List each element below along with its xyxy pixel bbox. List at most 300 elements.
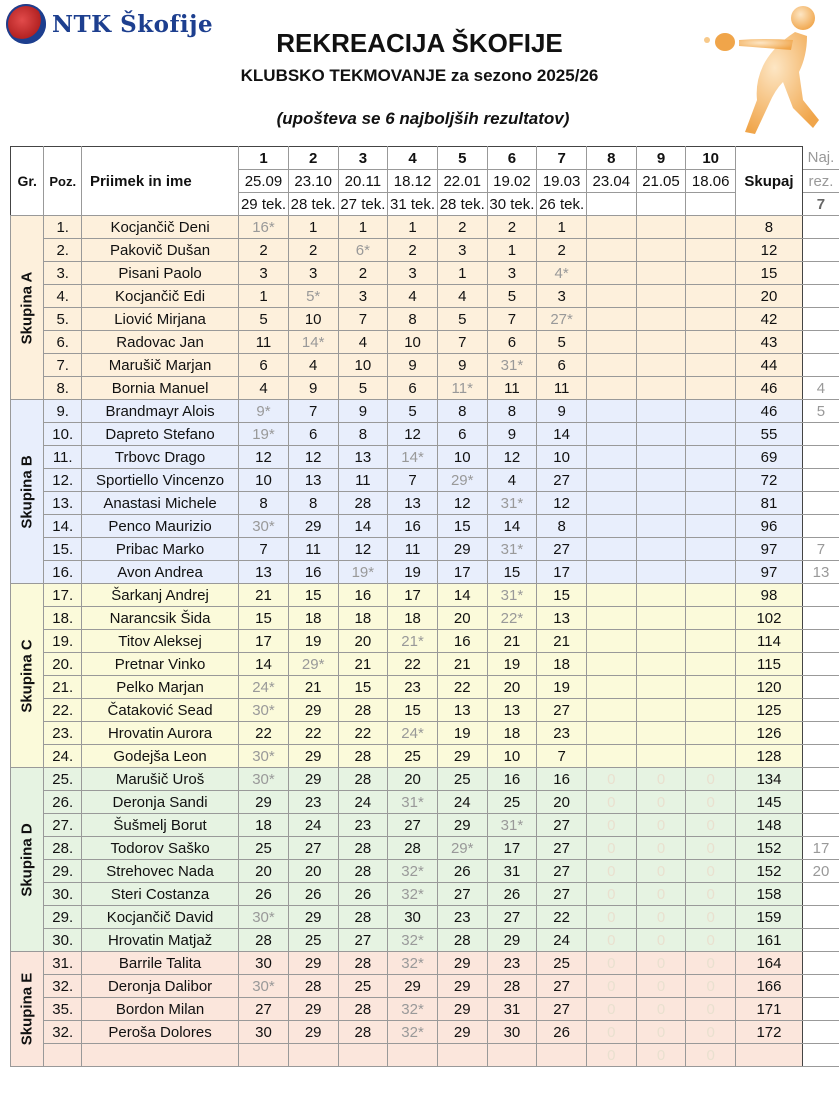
round-result: 6 [537,354,587,377]
total-cell: 171 [736,998,803,1021]
round-result: 14* [388,446,438,469]
total-cell: 46 [736,377,803,400]
table-row [11,883,839,906]
round-result: 15 [487,561,537,584]
round-player-count: 31 tek. [388,193,438,216]
col-group-header: Gr. [11,147,44,216]
round-result: 2 [537,239,587,262]
round-result: 7 [537,745,587,768]
round-result: 15 [239,607,289,630]
round-date: 19.03 [537,170,587,193]
round-result: 16 [388,515,438,538]
round-result-empty [586,745,636,768]
total-cell: 166 [736,975,803,998]
position-cell: 29. [44,860,82,883]
round-result: 6 [388,377,438,400]
position-cell: 22. [44,699,82,722]
position-cell: 8. [44,377,82,400]
table-row [11,584,839,607]
round-result: 27 [537,538,587,561]
round-result: 19 [537,676,587,699]
round-result-empty [636,653,686,676]
round-result: 30* [239,768,289,791]
round-result: 10 [388,331,438,354]
round-result-empty [586,515,636,538]
round-result: 28 [338,1021,388,1044]
position-cell: 5. [44,308,82,331]
round-result: 15 [437,515,487,538]
round-result: 10 [338,354,388,377]
round-result: 2 [388,239,438,262]
round-result-empty [636,607,686,630]
round-result: 27* [537,308,587,331]
round-result: 10 [437,446,487,469]
round-result-empty: 0 [636,975,686,998]
round-result: 24 [288,814,338,837]
total-cell: 164 [736,952,803,975]
best-seventh-cell: 5 [802,400,839,423]
total-cell: 161 [736,929,803,952]
player-name: Titov Aleksej [81,630,238,653]
round-result: 31 [487,860,537,883]
round-result-empty [636,239,686,262]
total-cell: 159 [736,906,803,929]
total-cell: 43 [736,331,803,354]
table-row [11,331,839,354]
table-row [11,423,839,446]
round-result: 16* [239,216,289,239]
round-result: 27 [537,860,587,883]
player-name: Čataković Sead [81,699,238,722]
best-seventh-cell [802,630,839,653]
table-row [11,354,839,377]
round-result-empty: 0 [636,814,686,837]
position-cell: 29. [44,906,82,929]
round-result: 22 [437,676,487,699]
round-result: 29 [239,791,289,814]
round-result: 28 [338,998,388,1021]
round-result: 31* [487,538,537,561]
group-label [11,584,44,768]
round-result: 21 [487,630,537,653]
round-result: 24* [239,676,289,699]
table-row [11,400,839,423]
player-name: Todorov Saško [81,837,238,860]
round-result: 29 [288,745,338,768]
round-result: 29* [437,469,487,492]
round-result-empty [586,607,636,630]
best-seventh-cell [802,676,839,699]
round-date: 23.10 [288,170,338,193]
table-row [11,975,839,998]
round-result: 1 [239,285,289,308]
best-seventh-cell [802,515,839,538]
round-result: 20 [537,791,587,814]
round-result: 12 [537,492,587,515]
round-result: 6 [239,354,289,377]
round-result-empty: 0 [586,883,636,906]
round-result: 26 [437,860,487,883]
round-result: 30* [239,906,289,929]
round-result: 4 [487,469,537,492]
round-result: 30 [487,1021,537,1044]
col-best-header-3: 7 [802,193,839,216]
total-cell: 15 [736,262,803,285]
round-result: 6 [437,423,487,446]
player-name: Šarkanj Andrej [81,584,238,607]
round-result: 3 [487,262,537,285]
round-result: 13 [338,446,388,469]
total-cell: 126 [736,722,803,745]
round-result: 29 [437,814,487,837]
round-player-count: 28 tek. [437,193,487,216]
total-cell: 128 [736,745,803,768]
group-label-text: Skupina B [18,454,36,529]
total-cell: 172 [736,1021,803,1044]
round-result: 22 [388,653,438,676]
round-result-empty [586,699,636,722]
round-result-empty [636,216,686,239]
group-label [11,952,44,1067]
round-result: 18 [537,653,587,676]
position-cell: 27. [44,814,82,837]
player-name: Kocjančič Deni [81,216,238,239]
total-cell: 20 [736,285,803,308]
round-result-empty: 0 [586,768,636,791]
round-result-empty [586,538,636,561]
round-result: 24 [338,791,388,814]
round-result-empty: 0 [636,1044,686,1067]
round-result-empty: 0 [586,860,636,883]
round-result: 14 [537,423,587,446]
round-result: 19 [388,561,438,584]
round-result: 13 [288,469,338,492]
round-result: 27 [487,906,537,929]
round-result: 26 [537,1021,587,1044]
round-result: 29* [288,653,338,676]
best-seventh-cell: 20 [802,860,839,883]
position-cell: 32. [44,975,82,998]
round-result-empty: 0 [686,883,736,906]
position-cell: 3. [44,262,82,285]
round-result: 9 [537,400,587,423]
round-result: 2 [239,239,289,262]
position-cell: 15. [44,538,82,561]
round-player-count: 29 tek. [239,193,289,216]
round-result: 5 [537,331,587,354]
round-result: 7 [239,538,289,561]
round-date: 19.02 [487,170,537,193]
round-result-empty [636,699,686,722]
round-number: 2 [288,147,338,170]
round-result: 25 [338,975,388,998]
round-result: 28 [338,699,388,722]
best-seventh-cell [802,423,839,446]
round-result: 8 [388,308,438,331]
round-result: 11 [537,377,587,400]
round-result: 8 [487,400,537,423]
player-name: Avon Andrea [81,561,238,584]
round-result: 18 [338,607,388,630]
round-result-empty [586,469,636,492]
total-cell: 158 [736,883,803,906]
round-result-empty [686,377,736,400]
round-result: 4 [338,331,388,354]
total-cell: 114 [736,630,803,653]
round-result: 25 [487,791,537,814]
player-name: Brandmayr Alois [81,400,238,423]
round-result: 1 [437,262,487,285]
round-result-empty [686,699,736,722]
round-result: 30* [239,699,289,722]
round-result: 14* [288,331,338,354]
best-seventh-cell [802,285,839,308]
round-number: 7 [537,147,587,170]
round-result: 29 [288,952,338,975]
round-result-empty [686,653,736,676]
table-row [11,285,839,308]
player-name: Liović Mirjana [81,308,238,331]
table-row [11,515,839,538]
position-cell: 7. [44,354,82,377]
round-result-empty: 0 [686,860,736,883]
header-row-rounds [11,147,839,170]
round-result: 24 [437,791,487,814]
position-cell: 12. [44,469,82,492]
round-result: 23 [437,906,487,929]
position-cell: 10. [44,423,82,446]
best-seventh-cell [802,791,839,814]
round-result-empty [636,262,686,285]
round-result: 28 [338,952,388,975]
round-result: 29 [288,1021,338,1044]
round-result: 12 [487,446,537,469]
table-row [11,906,839,929]
round-result-empty: 0 [636,837,686,860]
round-result: 27 [239,998,289,1021]
round-result: 25 [388,745,438,768]
player-name: Pribac Marko [81,538,238,561]
table-row [11,607,839,630]
round-result: 3 [338,285,388,308]
round-result-empty: 0 [686,814,736,837]
best-seventh-cell [802,883,839,906]
round-result: 21 [537,630,587,653]
round-result: 1 [288,216,338,239]
round-result: 28 [338,745,388,768]
round-result: 28 [338,492,388,515]
player-name: Bornia Manuel [81,377,238,400]
round-result-empty [686,722,736,745]
round-result-empty [636,285,686,308]
round-result: 26 [239,883,289,906]
best-seventh-cell [802,1044,839,1067]
round-date: 25.09 [239,170,289,193]
round-result: 3 [288,262,338,285]
round-result: 28 [239,929,289,952]
table-row [11,722,839,745]
table-row [11,860,839,883]
player-name: Hrovatin Matjaž [81,929,238,952]
position-cell: 11. [44,446,82,469]
round-result: 6 [487,331,537,354]
round-result: 7 [288,400,338,423]
round-result-empty: 0 [686,975,736,998]
total-cell: 125 [736,699,803,722]
round-result: 23 [487,952,537,975]
round-result: 11 [338,469,388,492]
round-result: 29 [288,768,338,791]
round-result: 4 [288,354,338,377]
round-result-empty [636,676,686,699]
round-result-empty [636,354,686,377]
round-result-empty: 0 [586,814,636,837]
round-result-empty [636,515,686,538]
round-result-empty [686,561,736,584]
round-player-count [636,193,686,216]
round-result: 31* [487,354,537,377]
best-seventh-cell [802,308,839,331]
round-result-empty [686,538,736,561]
round-result: 9 [288,377,338,400]
round-result-empty [586,308,636,331]
best-seventh-cell [802,216,839,239]
round-result: 22 [537,906,587,929]
total-cell: 96 [736,515,803,538]
round-result-empty [586,354,636,377]
round-result-empty [686,262,736,285]
round-result: 26 [338,883,388,906]
position-cell: 30. [44,929,82,952]
total-cell: 8 [736,216,803,239]
round-result: 20 [338,630,388,653]
position-cell: 9. [44,400,82,423]
best-seventh-cell [802,492,839,515]
player-name: Godejša Leon [81,745,238,768]
round-result-empty [686,469,736,492]
round-result: 7 [437,331,487,354]
total-cell: 12 [736,239,803,262]
round-result-empty [586,584,636,607]
player-name: Pretnar Vinko [81,653,238,676]
round-result: 31* [487,814,537,837]
round-result-empty [586,446,636,469]
best-seventh-cell [802,469,839,492]
player-name: Deronja Sandi [81,791,238,814]
best-seventh-cell [802,929,839,952]
round-result-empty [636,722,686,745]
round-result: 29 [437,975,487,998]
player-name: Steri Costanza [81,883,238,906]
best-seventh-cell [802,722,839,745]
round-result: 11 [388,538,438,561]
total-cell: 152 [736,860,803,883]
round-result: 29 [288,906,338,929]
round-result: 29 [437,538,487,561]
best-seventh-cell [802,262,839,285]
round-result: 16 [537,768,587,791]
position-cell: 13. [44,492,82,515]
player-name: Deronja Dalibor [81,975,238,998]
best-seventh-cell [802,584,839,607]
round-result: 2 [437,216,487,239]
group-label [11,216,44,400]
round-result: 1 [487,239,537,262]
round-result: 27 [537,699,587,722]
round-result: 8 [437,400,487,423]
best-seventh-cell [802,331,839,354]
round-result: 12 [437,492,487,515]
total-cell: 46 [736,400,803,423]
round-result: 16 [288,561,338,584]
round-result-empty [636,584,686,607]
total-cell: 145 [736,791,803,814]
round-result: 8 [338,423,388,446]
best-seventh-cell [802,906,839,929]
round-result: 7 [338,308,388,331]
round-result: 4 [239,377,289,400]
round-result: 3 [537,285,587,308]
col-total-header: Skupaj [736,147,803,216]
round-result-empty: 0 [636,998,686,1021]
round-result: 15 [338,676,388,699]
round-result: 23 [537,722,587,745]
round-result: 1 [388,216,438,239]
position-cell: 35. [44,998,82,1021]
best-seventh-cell [802,239,839,262]
round-result-empty [586,653,636,676]
round-result-empty: 0 [686,929,736,952]
round-result-empty [686,745,736,768]
player-name: Hrovatin Aurora [81,722,238,745]
table-row [11,745,839,768]
round-result [487,1044,537,1067]
round-result: 11 [239,331,289,354]
round-result: 13 [487,699,537,722]
round-result: 31 [487,998,537,1021]
round-result: 13 [437,699,487,722]
round-result-empty [636,745,686,768]
round-result: 27 [388,814,438,837]
round-result-empty [686,630,736,653]
position-cell: 4. [44,285,82,308]
round-result: 5* [288,285,338,308]
player-name: Bordon Milan [81,998,238,1021]
group-label [11,400,44,584]
round-result: 29 [437,745,487,768]
round-result: 14 [239,653,289,676]
total-cell: 42 [736,308,803,331]
round-result: 10 [487,745,537,768]
round-result: 27 [537,469,587,492]
table-row [11,630,839,653]
round-number: 8 [586,147,636,170]
round-result [338,1044,388,1067]
position-cell: 26. [44,791,82,814]
player-name: Dapreto Stefano [81,423,238,446]
round-result-empty: 0 [586,906,636,929]
round-number: 10 [686,147,736,170]
round-result-empty [586,630,636,653]
round-result: 16 [487,768,537,791]
round-result-empty [636,331,686,354]
round-result: 12 [239,446,289,469]
round-result: 13 [537,607,587,630]
round-date: 18.06 [686,170,736,193]
results-table [10,146,839,1067]
round-result: 5 [437,308,487,331]
best-seventh-cell: 17 [802,837,839,860]
